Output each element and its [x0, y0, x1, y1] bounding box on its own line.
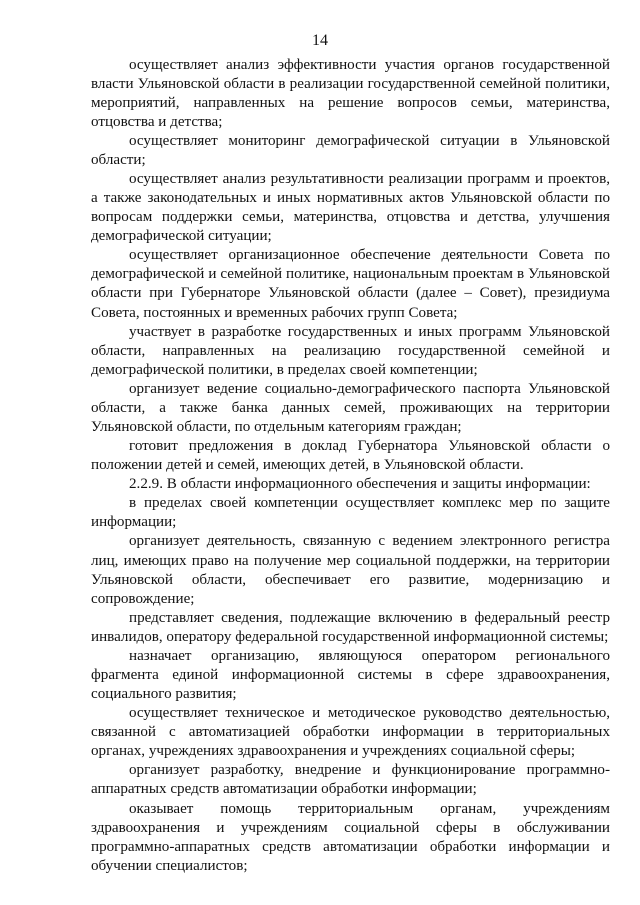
paragraph: осуществляет мониторинг демографической ситуации в Ульяновской области; [91, 132, 610, 168]
paragraph: организует деятельность, связанную с ведением электронного регистра лиц, имеющих право на получение мер социальной поддержки, на территории Ульяновской области, обеспечивает его развитие, модернизацию и сопровождение; [91, 533, 610, 607]
paragraph: осуществляет техническое и методическое руководство деятельностью, связанной с автоматизацией обработки информации в территориальных органах, учреждениях здравоохранения и учреждениях социальной сферы; [91, 705, 610, 760]
paragraph: в пределах своей компетенции осуществляет комплекс мер по защите информации; [91, 495, 610, 531]
section-heading: 2.2.9. В области информационного обеспечения и защиты информации: [129, 476, 591, 493]
paragraph: осуществляет организационное обеспечение деятельности Совета по демографической и семейной политике, национальным проектам в Ульяновской области при Губернаторе Ульяновской области (далее – Совет), президиума Совета, постоянных и временных рабочих групп Совета; [91, 247, 610, 321]
paragraph: осуществляет анализ эффективности участия органов государственной власти Ульяновской области в реализации государственной семейной политики, мероприятий, направленных на решение вопросов семьи, материнства, отцовства и детства; [91, 56, 610, 130]
page-number: 14 [312, 32, 328, 49]
paragraph: назначает организацию, являющуюся оператором регионального фрагмента единой информационной системы в сфере здравоохранения, социального развития; [91, 647, 610, 703]
paragraph: оказывает помощь территориальным органам, учреждениям здравоохранения и учреждениям социальной сферы в обслуживании программно-аппаратных средств автоматизации обработки информации и обучении специалистов; [91, 800, 610, 874]
paragraph: представляет сведения, подлежащие включению в федеральный реестр инвалидов, оператору федеральной государственной информационной системы; [91, 609, 610, 645]
paragraph: осуществляет анализ результативности реализации программ и проектов, а также законодательных и иных нормативных актов Ульяновской области по вопросам поддержки семьи, материнства, отцовства и детства, улучшения демографической ситуации; [91, 170, 610, 245]
paragraph: организует ведение социально-демографического паспорта Ульяновской области, а также банка данных семей, проживающих на территории Ульяновской области, по отдельным категориям граждан; [91, 380, 610, 435]
document-body [91, 56, 610, 876]
paragraph: готовит предложения в доклад Губернатора Ульяновской области о положении детей и семей, имеющих детей, в Ульяновской области. [91, 438, 610, 474]
paragraph: организует разработку, внедрение и функционирование программно-аппаратных средств автоматизации обработки информации; [91, 762, 610, 798]
paragraph: участвует в разработке государственных и иных программ Ульяновской области, направленных на реализацию государственной семейной и демографической политики, в пределах своей компетенции; [91, 323, 610, 378]
